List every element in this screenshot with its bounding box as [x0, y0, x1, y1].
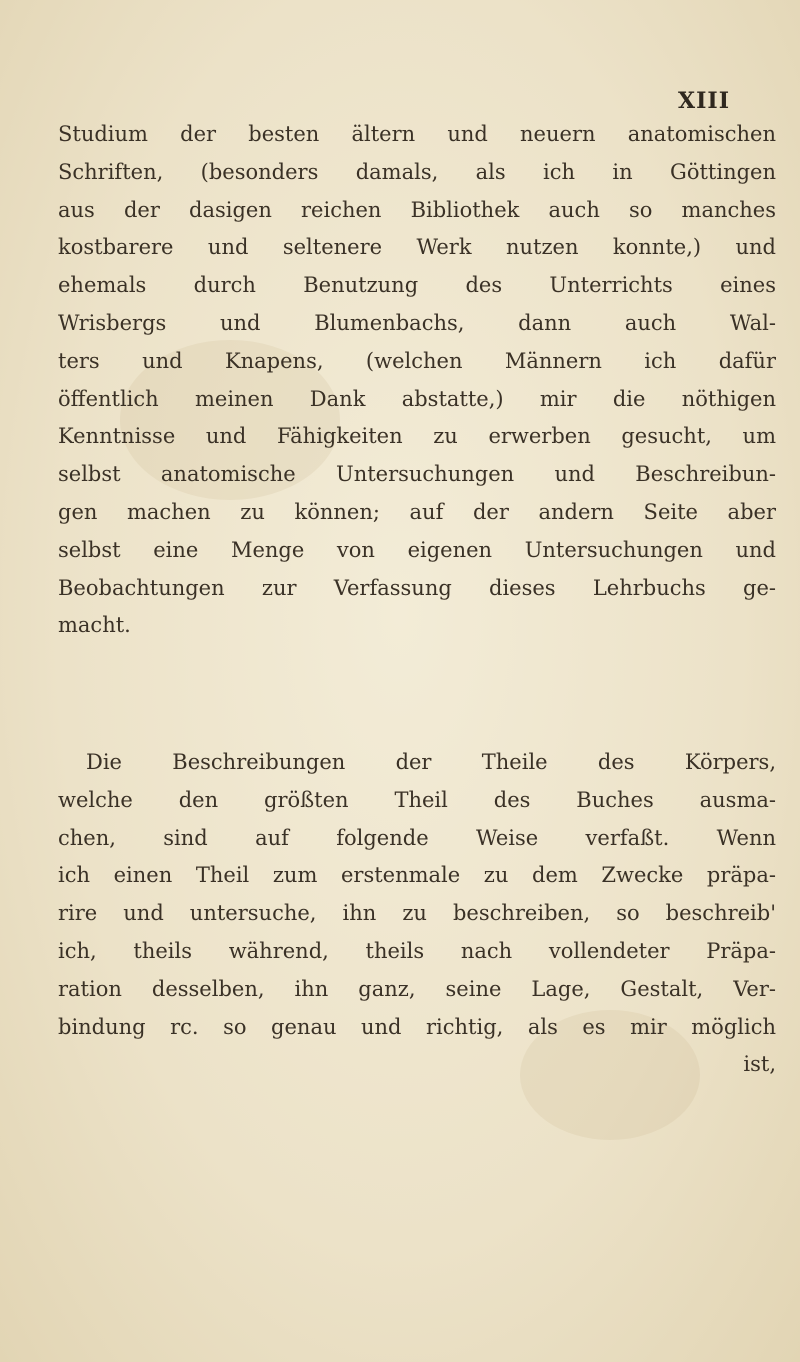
text-line: rire und untersuche, ihn zu beschreiben, so beschreib': [58, 901, 776, 926]
page-number: XIII: [678, 88, 730, 114]
text-line: ehemals durch Benutzung des Unterrichts eines: [58, 273, 776, 298]
text-line: ist,: [743, 1052, 776, 1077]
paragraph-2: [58, 744, 776, 1084]
text-line: selbst eine Menge von eigenen Untersuchungen und: [58, 537, 776, 562]
text-line: Die Beschreibungen der Theile des Körpers,: [86, 750, 776, 774]
text-line: welche den größten Theil des Buches ausma-: [58, 787, 776, 812]
text-line: kostbarere und seltenere Werk nutzen konnte,) und: [58, 235, 776, 260]
text-line: Kenntnisse und Fähigkeiten zu erwerben gesucht, um: [58, 424, 776, 449]
text-line: selbst anatomische Untersuchungen und Beschreibun-: [58, 462, 776, 487]
text-line: chen, sind auf folgende Weise verfaßt. Wenn: [58, 825, 776, 850]
text-line: bindung rc. so genau und richtig, als es mir möglich: [58, 1014, 776, 1039]
text-line: aus der dasigen reichen Bibliothek auch so manches: [58, 197, 776, 222]
text-line: Wrisbergs und Blumenbachs, dann auch Wal-: [58, 310, 776, 335]
text-line: gen machen zu können; auf der andern Seite aber: [58, 499, 776, 524]
text-line: ration desselben, ihn ganz, seine Lage, Gestalt, Ver-: [58, 976, 776, 1001]
text-line: Studium der besten ältern und neuern anatomischen: [58, 122, 776, 146]
text-line: Schriften, (besonders damals, als ich in Göttingen: [58, 159, 776, 184]
text-line: ters und Knapens, (welchen Männern ich dafür: [58, 348, 776, 373]
paragraph-1: [58, 116, 776, 645]
text-line: ich, theils während, theils nach vollendeter Präpa-: [58, 938, 776, 963]
text-line: ich einen Theil zum erstenmale zu dem Zwecke präpa-: [58, 863, 776, 888]
text-line: öffentlich meinen Dank abstatte,) mir die nöthigen: [58, 386, 776, 411]
text-line: Beobachtungen zur Verfassung dieses Lehrbuchs ge-: [58, 575, 776, 600]
text-line: macht.: [58, 613, 131, 638]
